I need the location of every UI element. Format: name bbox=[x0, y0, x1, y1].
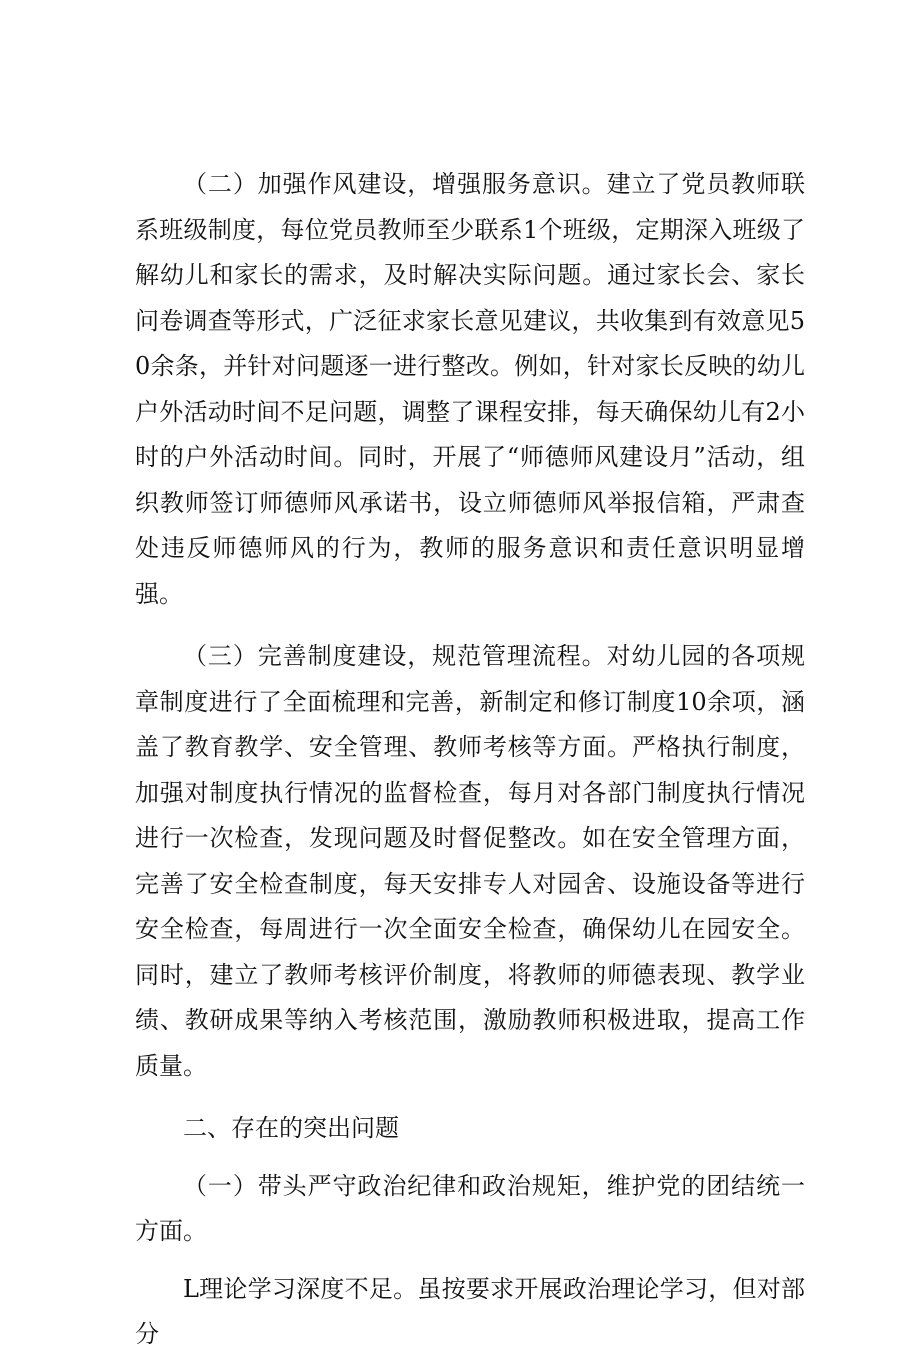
section-heading-problems: 二、存在的突出问题 bbox=[183, 1114, 399, 1142]
paragraph-system-building: （三）完善制度建设，规范管理流程。对幼儿园的各项规章制度进行了全面梳理和完善，新制定和修订制度10余项，涵盖了教育教学、安全管理、教师考核等方面。严格执行制度，加强对制度执行情况的监督检查，每月对各部门制度执行情况进行一次检查，发现问题及时督促整改。如在安全管理方面，完善了安全检查制度，每天安排专人对园舍、设施设备等进行安全检查，每周进行一次全面安全检查，确保幼儿在园安全。同时，建立了教师考核评价制度，将教师的师德表现、教学业绩、教研成果等纳入考核范围，激励教师积极进取，提高工作质量。 bbox=[135, 642, 805, 1080]
paragraph-theory-study: L理论学习深度不足。虽按要求开展政治理论学习，但对部分 bbox=[135, 1274, 805, 1348]
subsection-heading-political-discipline: （一）带头严守政治纪律和政治规矩，维护党的团结统一方面。 bbox=[135, 1171, 805, 1245]
document-body bbox=[135, 162, 805, 1358]
paragraph-work-style: （二）加强作风建设，增强服务意识。建立了党员教师联系班级制度，每位党员教师至少联系1个班级，定期深入班级了解幼儿和家长的需求，及时解决实际问题。通过家长会、家长问卷调查等形式，广泛征求家长意见建议，共收集到有效意见50余条，并针对问题逐一进行整改。例如，针对家长反映的幼儿户外活动时间不足问题，调整了课程安排，每天确保幼儿有2小时的户外活动时间。同时，开展了“师德师风建设月”活动，组织教师签订师德师风承诺书，设立师德师风举报信箱，严肃查处违反师德师风的行为，教师的服务意识和责任意识明显增强。 bbox=[135, 170, 805, 608]
